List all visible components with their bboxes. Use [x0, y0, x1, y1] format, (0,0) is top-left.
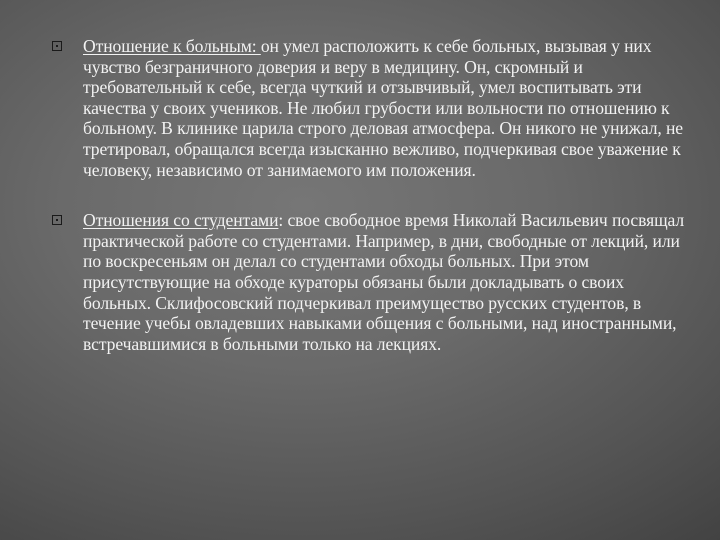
- bullet-item-patients: [46, 36, 696, 180]
- bullet-item-students: [46, 210, 696, 354]
- square-bullet-icon: [52, 215, 62, 225]
- bullet-lead: Отношение к больным:: [83, 36, 261, 56]
- bullet-text: [83, 36, 696, 180]
- bullet-body: он умел расположить к себе больных, вызывая у них чувство безграничного доверия и веру в медицину. Он, скромный и требовательный к себе, всегда чуткий и отзывчивый, умел воспитывать эти качества у своих учеников. Не любил грубости или вольности по отношению к больному. В клинике царила строго деловая атмосфера. Он никого не унижал, не третировал, обращался всегда изысканно вежливо, подчеркивая свое уважение к человеку, независимо от занимаемого им положения.: [83, 36, 683, 180]
- square-bullet-icon: [52, 41, 62, 51]
- bullet-lead: Отношения со студентами: [83, 210, 279, 231]
- bullet-text: [83, 210, 696, 354]
- bullet-body: : свое свободное время Николай Васильевич посвящал практической работе со студентами. Например, в дни, свободные от лекций, или по воскресеньям он делал со студентами обходы больных. При этом присутствующие на обходе кураторы обязаны были докладывать о своих больных. Склифосовский подчеркивал преимущество русских студентов, в течение учебы овладевших навыками общения с больными, над иностранными, встречавшимися в больными только на лекциях.: [83, 210, 685, 354]
- bullet-list: [46, 36, 696, 384]
